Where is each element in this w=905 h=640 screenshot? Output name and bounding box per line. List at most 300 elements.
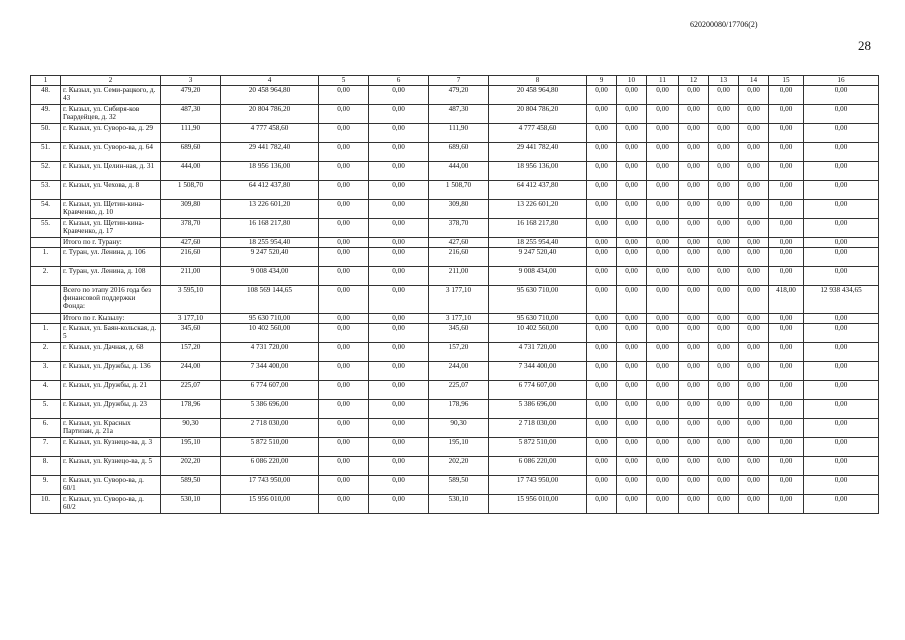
value-cell: 18 255 954,40 bbox=[489, 238, 587, 248]
value-cell: 0,00 bbox=[679, 124, 709, 143]
value-cell: 29 441 782,40 bbox=[221, 143, 319, 162]
value-cell: 16 168 217,80 bbox=[221, 219, 319, 238]
table-row bbox=[31, 400, 879, 419]
table-row bbox=[31, 162, 879, 181]
value-cell: 20 458 964,80 bbox=[221, 86, 319, 105]
value-cell: 0,00 bbox=[587, 438, 617, 457]
value-cell: 0,00 bbox=[587, 200, 617, 219]
value-cell: 0,00 bbox=[679, 381, 709, 400]
value-cell: 378,70 bbox=[429, 219, 489, 238]
value-cell: 0,00 bbox=[369, 86, 429, 105]
value-cell: 216,60 bbox=[161, 248, 221, 267]
value-cell: 0,00 bbox=[804, 86, 879, 105]
value-cell: 0,00 bbox=[369, 267, 429, 286]
address-cell: г. Кызыл, ул. Семи-рацкого, д. 43 bbox=[61, 86, 161, 105]
value-cell: 95 630 710,00 bbox=[489, 314, 587, 324]
table-row bbox=[31, 143, 879, 162]
value-cell: 0,00 bbox=[709, 200, 739, 219]
value-cell: 0,00 bbox=[319, 381, 369, 400]
value-cell: 0,00 bbox=[647, 419, 679, 438]
value-cell: 418,00 bbox=[769, 286, 804, 314]
value-cell: 0,00 bbox=[709, 457, 739, 476]
value-cell: 0,00 bbox=[319, 362, 369, 381]
value-cell: 12 938 434,65 bbox=[804, 286, 879, 314]
value-cell: 5 386 696,00 bbox=[489, 400, 587, 419]
value-cell: 0,00 bbox=[617, 286, 647, 314]
value-cell: 0,00 bbox=[679, 238, 709, 248]
value-cell: 0,00 bbox=[617, 105, 647, 124]
value-cell: 0,00 bbox=[739, 181, 769, 200]
value-cell: 0,00 bbox=[679, 181, 709, 200]
value-cell: 0,00 bbox=[739, 267, 769, 286]
value-cell: 202,20 bbox=[161, 457, 221, 476]
row-number-cell: 1. bbox=[31, 324, 61, 343]
value-cell: 0,00 bbox=[709, 314, 739, 324]
value-cell: 17 743 950,00 bbox=[221, 476, 319, 495]
row-number-cell bbox=[31, 238, 61, 248]
value-cell: 0,00 bbox=[319, 324, 369, 343]
value-cell: 178,96 bbox=[161, 400, 221, 419]
value-cell: 0,00 bbox=[739, 362, 769, 381]
column-header: 16 bbox=[804, 76, 879, 86]
value-cell: 0,00 bbox=[319, 314, 369, 324]
value-cell: 0,00 bbox=[709, 286, 739, 314]
value-cell: 9 247 520,40 bbox=[221, 248, 319, 267]
value-cell: 0,00 bbox=[804, 495, 879, 514]
column-header: 9 bbox=[587, 76, 617, 86]
table-row bbox=[31, 476, 879, 495]
value-cell: 0,00 bbox=[804, 105, 879, 124]
value-cell: 0,00 bbox=[319, 457, 369, 476]
value-cell: 5 386 696,00 bbox=[221, 400, 319, 419]
column-header: 8 bbox=[489, 76, 587, 86]
value-cell: 0,00 bbox=[319, 343, 369, 362]
value-cell: 0,00 bbox=[804, 438, 879, 457]
value-cell: 244,00 bbox=[429, 362, 489, 381]
value-cell: 0,00 bbox=[804, 248, 879, 267]
value-cell: 0,00 bbox=[617, 438, 647, 457]
value-cell: 4 731 720,00 bbox=[489, 343, 587, 362]
value-cell: 0,00 bbox=[709, 343, 739, 362]
value-cell: 0,00 bbox=[647, 286, 679, 314]
value-cell: 0,00 bbox=[369, 400, 429, 419]
value-cell: 0,00 bbox=[617, 314, 647, 324]
value-cell: 0,00 bbox=[804, 143, 879, 162]
value-cell: 4 777 458,60 bbox=[221, 124, 319, 143]
address-cell: г. Кызыл, ул. Щетин-кина-Кравченко, д. 17 bbox=[61, 219, 161, 238]
value-cell: 5 872 510,00 bbox=[221, 438, 319, 457]
value-cell: 0,00 bbox=[709, 324, 739, 343]
value-cell: 0,00 bbox=[679, 419, 709, 438]
value-cell: 0,00 bbox=[319, 105, 369, 124]
value-cell: 64 412 437,80 bbox=[489, 181, 587, 200]
value-cell: 0,00 bbox=[769, 162, 804, 181]
value-cell: 427,60 bbox=[161, 238, 221, 248]
value-cell: 487,30 bbox=[161, 105, 221, 124]
value-cell: 0,00 bbox=[587, 105, 617, 124]
column-header: 5 bbox=[319, 76, 369, 86]
address-cell: г. Кызыл, ул. Баян-кольская, д. 5 bbox=[61, 324, 161, 343]
value-cell: 0,00 bbox=[369, 381, 429, 400]
value-cell: 0,00 bbox=[587, 343, 617, 362]
value-cell: 64 412 437,80 bbox=[221, 181, 319, 200]
value-cell: 0,00 bbox=[647, 86, 679, 105]
value-cell: 0,00 bbox=[769, 438, 804, 457]
value-cell: 0,00 bbox=[804, 381, 879, 400]
value-cell: 0,00 bbox=[369, 143, 429, 162]
value-cell: 0,00 bbox=[679, 286, 709, 314]
column-header: 13 bbox=[709, 76, 739, 86]
value-cell: 20 804 786,20 bbox=[489, 105, 587, 124]
value-cell: 0,00 bbox=[679, 162, 709, 181]
row-number-cell: 49. bbox=[31, 105, 61, 124]
value-cell: 0,00 bbox=[369, 438, 429, 457]
value-cell: 0,00 bbox=[709, 362, 739, 381]
value-cell: 0,00 bbox=[587, 238, 617, 248]
value-cell: 0,00 bbox=[647, 181, 679, 200]
value-cell: 225,07 bbox=[161, 381, 221, 400]
value-cell: 178,96 bbox=[429, 400, 489, 419]
value-cell: 90,30 bbox=[161, 419, 221, 438]
value-cell: 157,20 bbox=[429, 343, 489, 362]
value-cell: 689,60 bbox=[429, 143, 489, 162]
value-cell: 0,00 bbox=[647, 381, 679, 400]
value-cell: 0,00 bbox=[739, 419, 769, 438]
value-cell: 0,00 bbox=[739, 143, 769, 162]
value-cell: 0,00 bbox=[709, 105, 739, 124]
value-cell: 0,00 bbox=[739, 476, 769, 495]
value-cell: 0,00 bbox=[617, 219, 647, 238]
value-cell: 6 086 220,00 bbox=[221, 457, 319, 476]
value-cell: 0,00 bbox=[369, 238, 429, 248]
value-cell: 0,00 bbox=[319, 86, 369, 105]
value-cell: 7 344 400,00 bbox=[221, 362, 319, 381]
row-number-cell: 1. bbox=[31, 248, 61, 267]
value-cell: 0,00 bbox=[804, 162, 879, 181]
value-cell: 18 956 136,00 bbox=[489, 162, 587, 181]
value-cell: 0,00 bbox=[369, 314, 429, 324]
value-cell: 195,10 bbox=[161, 438, 221, 457]
value-cell: 309,80 bbox=[161, 200, 221, 219]
value-cell: 0,00 bbox=[769, 314, 804, 324]
value-cell: 0,00 bbox=[647, 476, 679, 495]
address-cell: г. Туран, ул. Ленина, д. 106 bbox=[61, 248, 161, 267]
data-table bbox=[30, 75, 879, 514]
value-cell: 0,00 bbox=[679, 362, 709, 381]
value-cell: 0,00 bbox=[769, 200, 804, 219]
value-cell: 0,00 bbox=[709, 267, 739, 286]
value-cell: 0,00 bbox=[804, 362, 879, 381]
row-number-cell: 9. bbox=[31, 476, 61, 495]
value-cell: 111,90 bbox=[161, 124, 221, 143]
value-cell: 530,10 bbox=[161, 495, 221, 514]
value-cell: 157,20 bbox=[161, 343, 221, 362]
value-cell: 13 226 601,20 bbox=[221, 200, 319, 219]
table-row bbox=[31, 105, 879, 124]
value-cell: 0,00 bbox=[647, 219, 679, 238]
value-cell: 0,00 bbox=[587, 124, 617, 143]
value-cell: 0,00 bbox=[679, 324, 709, 343]
value-cell: 0,00 bbox=[739, 105, 769, 124]
value-cell: 18 255 954,40 bbox=[221, 238, 319, 248]
table-row bbox=[31, 457, 879, 476]
value-cell: 0,00 bbox=[617, 248, 647, 267]
value-cell: 0,00 bbox=[617, 86, 647, 105]
value-cell: 0,00 bbox=[769, 362, 804, 381]
value-cell: 0,00 bbox=[769, 238, 804, 248]
value-cell: 0,00 bbox=[587, 248, 617, 267]
value-cell: 0,00 bbox=[587, 324, 617, 343]
address-cell: Итого по г. Турану: bbox=[61, 238, 161, 248]
value-cell: 9 008 434,00 bbox=[221, 267, 319, 286]
table-row bbox=[31, 181, 879, 200]
value-cell: 0,00 bbox=[739, 495, 769, 514]
value-cell: 0,00 bbox=[804, 314, 879, 324]
value-cell: 0,00 bbox=[739, 400, 769, 419]
value-cell: 0,00 bbox=[679, 438, 709, 457]
column-header: 15 bbox=[769, 76, 804, 86]
row-number-cell: 52. bbox=[31, 162, 61, 181]
value-cell: 108 569 144,65 bbox=[221, 286, 319, 314]
value-cell: 0,00 bbox=[647, 162, 679, 181]
value-cell: 0,00 bbox=[319, 181, 369, 200]
value-cell: 0,00 bbox=[587, 419, 617, 438]
value-cell: 0,00 bbox=[739, 438, 769, 457]
value-cell: 0,00 bbox=[617, 238, 647, 248]
value-cell: 16 168 217,80 bbox=[489, 219, 587, 238]
value-cell: 0,00 bbox=[369, 219, 429, 238]
value-cell: 0,00 bbox=[617, 362, 647, 381]
column-header: 11 bbox=[647, 76, 679, 86]
value-cell: 0,00 bbox=[769, 248, 804, 267]
value-cell: 0,00 bbox=[647, 324, 679, 343]
column-header: 14 bbox=[739, 76, 769, 86]
address-cell: г. Кызыл, ул. Суворо-ва, д. 60/1 bbox=[61, 476, 161, 495]
value-cell: 0,00 bbox=[709, 495, 739, 514]
value-cell: 0,00 bbox=[617, 419, 647, 438]
address-cell: г. Кызыл, ул. Суворо-ва, д. 60/2 bbox=[61, 495, 161, 514]
value-cell: 0,00 bbox=[769, 419, 804, 438]
value-cell: 0,00 bbox=[587, 286, 617, 314]
value-cell: 0,00 bbox=[804, 200, 879, 219]
value-cell: 0,00 bbox=[709, 181, 739, 200]
value-cell: 0,00 bbox=[319, 476, 369, 495]
address-cell: г. Кызыл, ул. Дружбы, д. 23 bbox=[61, 400, 161, 419]
value-cell: 0,00 bbox=[617, 162, 647, 181]
value-cell: 0,00 bbox=[739, 286, 769, 314]
value-cell: 0,00 bbox=[647, 248, 679, 267]
value-cell: 1 508,70 bbox=[161, 181, 221, 200]
address-cell: г. Кызыл, ул. Дружбы, д. 21 bbox=[61, 381, 161, 400]
value-cell: 0,00 bbox=[679, 400, 709, 419]
value-cell: 0,00 bbox=[369, 162, 429, 181]
value-cell: 90,30 bbox=[429, 419, 489, 438]
value-cell: 6 774 607,00 bbox=[489, 381, 587, 400]
value-cell: 211,00 bbox=[429, 267, 489, 286]
address-cell: г. Кызыл, ул. Дачная, д. 68 bbox=[61, 343, 161, 362]
value-cell: 13 226 601,20 bbox=[489, 200, 587, 219]
value-cell: 0,00 bbox=[617, 200, 647, 219]
value-cell: 0,00 bbox=[679, 457, 709, 476]
row-number-cell bbox=[31, 314, 61, 324]
row-number-cell: 3. bbox=[31, 362, 61, 381]
value-cell: 0,00 bbox=[739, 162, 769, 181]
value-cell: 589,50 bbox=[429, 476, 489, 495]
address-cell: г. Кызыл, ул. Кузнецо-ва, д. 5 bbox=[61, 457, 161, 476]
table-row bbox=[31, 86, 879, 105]
value-cell: 0,00 bbox=[587, 400, 617, 419]
value-cell: 479,20 bbox=[429, 86, 489, 105]
value-cell: 0,00 bbox=[369, 286, 429, 314]
address-cell: г. Кызыл, ул. Целин-ная, д. 31 bbox=[61, 162, 161, 181]
value-cell: 0,00 bbox=[617, 181, 647, 200]
table-row bbox=[31, 314, 879, 324]
value-cell: 0,00 bbox=[709, 419, 739, 438]
address-cell: г. Кызыл, ул. Суворо-ва, д. 64 bbox=[61, 143, 161, 162]
address-cell: г. Кызыл, ул. Красных Партизан, д. 21а bbox=[61, 419, 161, 438]
table-row bbox=[31, 419, 879, 438]
value-cell: 0,00 bbox=[319, 124, 369, 143]
value-cell: 0,00 bbox=[647, 143, 679, 162]
table-row bbox=[31, 248, 879, 267]
column-header: 2 bbox=[61, 76, 161, 86]
value-cell: 29 441 782,40 bbox=[489, 143, 587, 162]
address-cell: Итого по г. Кызылу: bbox=[61, 314, 161, 324]
value-cell: 0,00 bbox=[739, 219, 769, 238]
row-number-cell: 8. bbox=[31, 457, 61, 476]
value-cell: 0,00 bbox=[587, 86, 617, 105]
value-cell: 0,00 bbox=[709, 162, 739, 181]
row-number-cell: 4. bbox=[31, 381, 61, 400]
value-cell: 0,00 bbox=[769, 400, 804, 419]
value-cell: 689,60 bbox=[161, 143, 221, 162]
value-cell: 0,00 bbox=[587, 362, 617, 381]
value-cell: 0,00 bbox=[319, 495, 369, 514]
value-cell: 0,00 bbox=[587, 219, 617, 238]
value-cell: 0,00 bbox=[769, 343, 804, 362]
value-cell: 0,00 bbox=[739, 200, 769, 219]
value-cell: 0,00 bbox=[679, 267, 709, 286]
address-cell: г. Туран, ул. Ленина, д. 108 bbox=[61, 267, 161, 286]
value-cell: 0,00 bbox=[804, 219, 879, 238]
value-cell: 0,00 bbox=[617, 457, 647, 476]
table-row bbox=[31, 343, 879, 362]
value-cell: 0,00 bbox=[319, 162, 369, 181]
row-number-cell: 53. bbox=[31, 181, 61, 200]
value-cell: 0,00 bbox=[804, 419, 879, 438]
value-cell: 3 177,10 bbox=[429, 314, 489, 324]
value-cell: 10 402 560,00 bbox=[221, 324, 319, 343]
row-number-cell: 6. bbox=[31, 419, 61, 438]
value-cell: 0,00 bbox=[679, 105, 709, 124]
value-cell: 0,00 bbox=[769, 267, 804, 286]
value-cell: 0,00 bbox=[739, 343, 769, 362]
value-cell: 3 595,10 bbox=[161, 286, 221, 314]
value-cell: 0,00 bbox=[587, 381, 617, 400]
value-cell: 0,00 bbox=[369, 105, 429, 124]
value-cell: 0,00 bbox=[739, 124, 769, 143]
row-number-cell: 51. bbox=[31, 143, 61, 162]
value-cell: 0,00 bbox=[587, 162, 617, 181]
value-cell: 0,00 bbox=[679, 476, 709, 495]
value-cell: 0,00 bbox=[769, 181, 804, 200]
value-cell: 5 872 510,00 bbox=[489, 438, 587, 457]
value-cell: 10 402 560,00 bbox=[489, 324, 587, 343]
value-cell: 0,00 bbox=[709, 381, 739, 400]
value-cell: 0,00 bbox=[587, 267, 617, 286]
value-cell: 0,00 bbox=[804, 181, 879, 200]
value-cell: 0,00 bbox=[679, 200, 709, 219]
row-number-cell: 50. bbox=[31, 124, 61, 143]
value-cell: 0,00 bbox=[709, 124, 739, 143]
value-cell: 202,20 bbox=[429, 457, 489, 476]
row-number-cell: 55. bbox=[31, 219, 61, 238]
value-cell: 0,00 bbox=[319, 267, 369, 286]
page-number: 28 bbox=[858, 38, 871, 53]
value-cell: 2 718 030,00 bbox=[221, 419, 319, 438]
value-cell: 0,00 bbox=[709, 86, 739, 105]
column-header: 6 bbox=[369, 76, 429, 86]
value-cell: 479,20 bbox=[161, 86, 221, 105]
column-header: 12 bbox=[679, 76, 709, 86]
row-number-cell: 7. bbox=[31, 438, 61, 457]
value-cell: 6 086 220,00 bbox=[489, 457, 587, 476]
value-cell: 0,00 bbox=[804, 267, 879, 286]
value-cell: 0,00 bbox=[617, 267, 647, 286]
value-cell: 0,00 bbox=[804, 457, 879, 476]
value-cell: 0,00 bbox=[804, 238, 879, 248]
value-cell: 0,00 bbox=[587, 314, 617, 324]
value-cell: 95 630 710,00 bbox=[221, 314, 319, 324]
value-cell: 0,00 bbox=[739, 314, 769, 324]
address-cell: г. Кызыл, ул. Чехова, д. 8 bbox=[61, 181, 161, 200]
value-cell: 0,00 bbox=[617, 400, 647, 419]
table-row bbox=[31, 286, 879, 314]
value-cell: 15 956 010,00 bbox=[221, 495, 319, 514]
value-cell: 0,00 bbox=[617, 381, 647, 400]
value-cell: 345,60 bbox=[161, 324, 221, 343]
value-cell: 0,00 bbox=[804, 124, 879, 143]
table-row bbox=[31, 219, 879, 238]
value-cell: 9 247 520,40 bbox=[489, 248, 587, 267]
table-row bbox=[31, 267, 879, 286]
row-number-cell: 48. bbox=[31, 86, 61, 105]
value-cell: 0,00 bbox=[804, 324, 879, 343]
value-cell: 530,10 bbox=[429, 495, 489, 514]
value-cell: 0,00 bbox=[319, 286, 369, 314]
address-cell: г. Кызыл, ул. Дружбы, д. 136 bbox=[61, 362, 161, 381]
value-cell: 0,00 bbox=[647, 457, 679, 476]
value-cell: 0,00 bbox=[804, 476, 879, 495]
value-cell: 0,00 bbox=[739, 457, 769, 476]
value-cell: 0,00 bbox=[679, 86, 709, 105]
value-cell: 378,70 bbox=[161, 219, 221, 238]
value-cell: 0,00 bbox=[647, 200, 679, 219]
value-cell: 0,00 bbox=[739, 248, 769, 267]
value-cell: 111,90 bbox=[429, 124, 489, 143]
table-row bbox=[31, 324, 879, 343]
value-cell: 0,00 bbox=[587, 457, 617, 476]
value-cell: 0,00 bbox=[709, 400, 739, 419]
value-cell: 0,00 bbox=[709, 248, 739, 267]
value-cell: 0,00 bbox=[647, 362, 679, 381]
value-cell: 0,00 bbox=[369, 324, 429, 343]
value-cell: 216,60 bbox=[429, 248, 489, 267]
value-cell: 0,00 bbox=[769, 495, 804, 514]
value-cell: 309,80 bbox=[429, 200, 489, 219]
address-cell: г. Кызыл, ул. Кузнецо-ва, д. 3 bbox=[61, 438, 161, 457]
value-cell: 4 731 720,00 bbox=[221, 343, 319, 362]
